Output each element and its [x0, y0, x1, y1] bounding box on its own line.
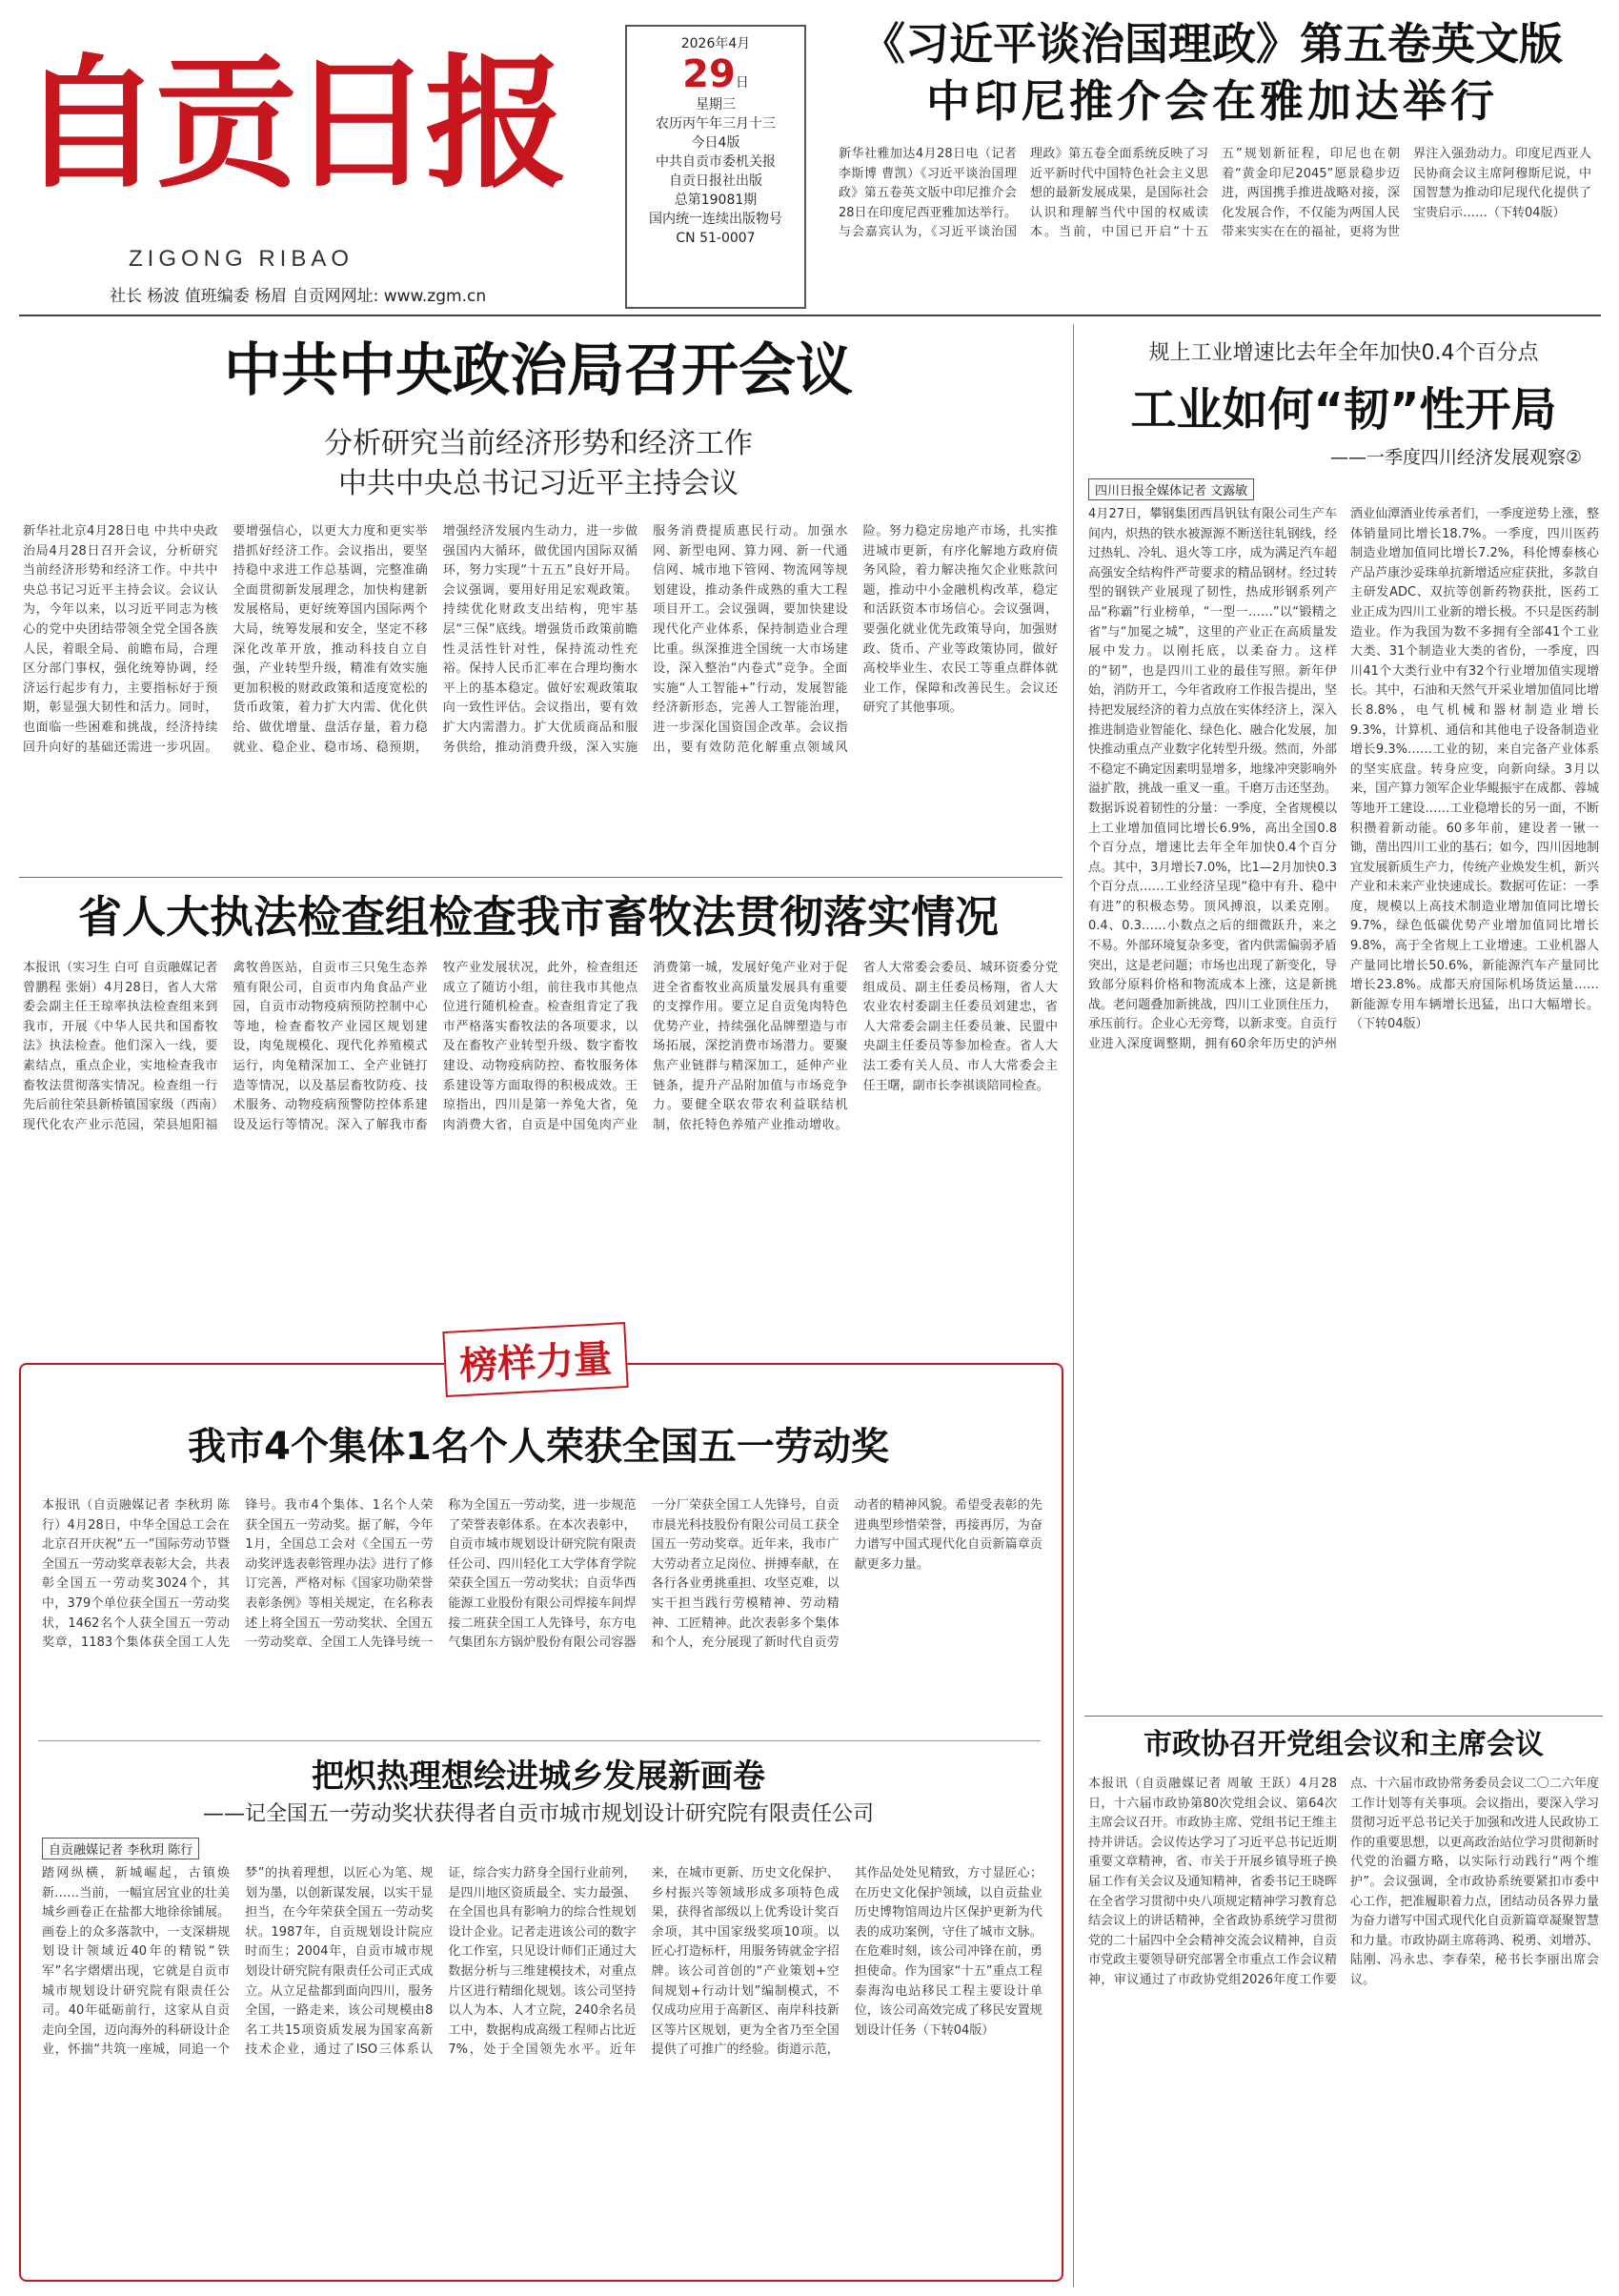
industry-headline: 工业如何“韧”性开局: [1130, 383, 1557, 437]
lead-body: 新华社雅加达4月28日电（记者 李斯博 曹凯）《习近平谈治国理政》第五卷英文版中印尼推介会28日在印度尼西亚雅加达举行。与会嘉宾认为，《习近平谈治国理政》第五卷全面系统反映了习近平新时代中国特色社会主义思想的最新发展成果，是国际社会认识和理解当代中国的权威读本。当前，中国已开启“十五五”规划新征程，印尼也在朝着“黄金印尼2045”愿景稳步迈进，两国携手推进战略对接，深化发展合作，不仅能为两国人民带来实实在在的福祉，更将为世界注入强劲动力。印度尼西亚人民协商会议主席阿穆斯尼说，中国智慧为推动印尼现代化提供了宝贵启示……（下转04版）: [839, 147, 1591, 240]
publisher-line2: 自贡日报社出版: [669, 173, 762, 189]
page-count: 今日4版: [691, 135, 740, 151]
labor-headline: 我市4个集体1名个人荣获全国五一劳动奖: [188, 1425, 889, 1469]
publisher-line1: 中共自贡市委机关报: [656, 154, 776, 170]
npc-headline: 省人大执法检查组检查我市畜牧法贯彻落实情况: [78, 891, 999, 943]
industry-byline-wrap: [1088, 478, 1254, 500]
divider: [19, 877, 1062, 878]
lead-headline: [831, 15, 1593, 130]
planning-byline: 自贡融媒记者 李秋玥 陈行: [42, 1838, 199, 1859]
issue-number: 总第19081期: [674, 193, 758, 208]
issn-label: 国内统一连续出版物号: [649, 212, 782, 227]
labor-badge: 榜样力量: [442, 1322, 628, 1397]
divider: [1084, 1716, 1603, 1717]
date-day-unit: 日: [735, 75, 749, 91]
lead-headline-line1: 《习近平谈治国理政》第五卷英文版: [861, 18, 1563, 70]
cppcc-headline: 市政协召开党组会议和主席会议: [1143, 1728, 1544, 1761]
date-lunar: 农历丙午年三月十三: [656, 116, 776, 132]
date-day: 29: [682, 52, 736, 96]
politburo-subtitle-1: 分析研究当前经济形势和经济工作: [324, 427, 753, 460]
divider: [38, 1740, 1041, 1741]
masthead-pinyin: ZIGONG RIBAO: [129, 246, 354, 272]
column-divider: [1073, 324, 1074, 2287]
date-info-box: [625, 25, 806, 309]
planning-byline-wrap: [42, 1838, 199, 1859]
planning-subtitle: ——记全国五一劳动奖状获得者自贡市城市规划设计研究院有限责任公司: [202, 1802, 874, 1826]
politburo-body: 新华社北京4月28日电 中共中央政治局4月28日召开会议，分析研究当前经济形势和经济工作。中共中央总书记习近平主持会议。会议认为，今年以来，以习近平同志为核心的党中央团结带领全党全国各族人民，着眼全局、前瞻布局，合理区分部门事权，强化统筹协调，经济运行起步有力，主要指标好于预期，彰显强大韧性和活力。同时，也面临一些困难和挑战，经济持续回升向好的基础还需进一步巩固。要增强信心，以更大力度和更实举措抓好经济工作。会议指出，要坚持稳中求进工作总基调，完整准确全面贯彻新发展理念，加快构建新发展格局，更好统筹国内国际两个大局，统筹发展和安全，坚定不移深化改革开放，推动科技自立自强，产业转型升级，精准有效实施更加积极的财政政策和适度宽松的货币政策，着力扩大内需、优化供给、做优增量、盘活存量，着力稳就业、稳企业、稳市场、稳预期，增强经济发展内生动力，进一步做强国内大循环，做优国内国际双循环，努力实现“十五五”良好开局。会议强调，要用好用足宏观政策。持续优化财政支出结构，兜牢基层“三保”底线。增强货币政策前瞻性灵活性针对性，保持流动性充裕。保持人民币汇率在合理均衡水平上的基本稳定。做好宏观政策取向一致性评估。会议指出，要有效扩大内需潜力。扩大优质商品和服务供给，推动消费升级，深入实施服务消费提质惠民行动。加强水网、新型电网、算力网、新一代通信网、城市地下管网、物流网等规划建设，推动条件成熟的重大工程项目开工。会议强调，要加快建设现代化产业体系，保持制造业合理比重。纵深推进全国统一大市场建设，深入整治“内卷式”竞争。全面实施“人工智能+”行动，发展智能经济新形态，完善人工智能治理，进一步深化国资国企改革。会议指出，要有效防范化解重点领域风险。努力稳定房地产市场，扎实推进城市更新，有序化解地方政府债务风险，着力解决拖欠企业账款问题，推动中小金融机构改革，稳定和活跃资本市场信心。会议强调，要强化就业优先政策导向，加强财政、货币、产业等政策协同，做好高校毕业生、农民工等重点群体就业工作，保障和改善民生。会议还研究了其他事项。: [23, 524, 1058, 755]
masthead-title: 自贡日报: [19, 40, 561, 208]
date-weekday: 星期三: [696, 97, 736, 112]
cn-number: CN 51-0007: [676, 231, 756, 246]
industry-body: 4月27日，攀钢集团西昌钒钛有限公司生产车间内，炽热的铁水被源源不断送往轧钢线，经过热轧、冷轧、退火等工序，成为满足汽车超高强安全结构件严苛要求的精品钢材。经过转型的钢铁产业展现了韧性，热成形钢系列产品“称霸”行业榜单，“一型一……”以“锻精之省”与“加冕之城”，这里的产业正在高质量发展中发力。以刚托底，以柔奋力。这样的“韧”，也是四川工业的最佳写照。新年伊始，消防开工，今年省政府工作报告提出，坚持把发展经济的着力点放在实体经济上，深入推进制造业智能化、绿色化、融合化发展，加快推动重点产业数字化转型升级。然而，外部不稳定不确定因素明显增多，地缘冲突影响外溢扩散，挑战一重叉一重。千磨万击还坚劲。数据诉说着韧性的分量：一季度，全省规模以上工业增加值同比增长6.9%，高出全国0.8个百分点，增速比去年全年加快0.4个百分点。其中，3月增长7.0%，比1—2月加快0.3个百分点……工业经济呈现“稳中有升、稳中有进”的积极态势。顶风搏浪，以柔克刚。0.4、0.3……小数点之后的细微跃升，来之不易。外部环境复杂多变，省内供需偏弱矛盾突出，这是老问题；市场也出现了新变化，导致部分原料价格和物流成本上涨，这是新挑战。老问题叠加新挑战，四川工业顶住压力，承压前行。企业心无旁骛，以新求变。自贡行业进入深度调整期，拥有60余年历史的泸州酒业仙潭酒业传承者们，一季度逆势上涨，整体销量同比增长18.7%。一季度，四川医药制造业增加值同比增长7.2%，科伦博泰核心产品芦康沙妥珠单抗新增适应症获批，多款自主研发ADC、双抗等创新药物获批，医药工业正成为四川工业新的增长极。不只是医药制造业。作为我国为数不多拥有全部41个工业大类、31个制造业大类的省份，一季度，四川41个大类行业中有32个行业增加值实现增长。其中，石油和天然气开采业增加值同比增长8.8%，电气机械和器材制造业增长9.3%，计算机、通信和其他电子设备制造业增长9.3%……工业的韧，来自完备产业体系的坚实底盘。转身应变，向新向绿。3月以来，国产算力领军企业华鲲振宇在成都、蓉城等地开工建设……工业稳增长的另一面，不断积攒着新动能。60多年前，建设者一锹一锄，凿出四川工业的基石；如今，四川因地制宜发展新质生产力，传统产业焕发生机，新兴产业和未来产业快速成长。数据可佐证：一季度，规模以上高技术制造业增加值同比增长9.7%，绿色低碳优势产业增加值同比增长9.8%，高于全省规上工业增速。工业机器人产量同比增长50.6%，新能源汽车产量同比增长23.8%。成都天府国际机场货运量……新能源专用车辆增长迅猛，出口大幅增长。（下转04版）: [1088, 507, 1599, 1052]
cppcc-body: 本报讯（自贡融媒记者 周敏 王跃）4月28日，十六届市政协第80次党组会议、第64次主席会议召开。市政协主席、党组书记王维主持并讲话。会议传达学习了习近平总书记近期重要文章精神，省、市关于开展乡镇导班子换届工作有关会议及通知精神，省委书记王晓晖在全省学习贯彻中央八项规定精神学习教育总结会议上的讲话精神，全省政协系统学习贯彻党的二十届四中全会精神交流会议精神，自贡市党政主要领导研究部署全市重点工作会议精神，审议通过了市政协党组2026年度工作要点、十六届市政协常务委员会议二〇二六年度工作计划等有关事项。会议指出，要深入学习贯彻习近平总书记关于加强和改进人民政协工作的重要思想，以更高政治站位学习贯彻新时代党的治疆方略，以实际行动践行“两个维护”。会议强调，全市政协系统要紧扣市委中心工作，把准履职着力点，团结动员各界力量为奋力谱写中国式现代化自贡新篇章凝聚智慧和力量。市政协副主席蒋鸿、税勇、刘增苏、陆刚、冯永忠、李春荣，秘书长李丽出席会议。: [1088, 1777, 1599, 1987]
industry-subtitle: ——一季度四川经济发展观察②: [1329, 447, 1582, 468]
npc-body: 本报讯（实习生 白可 自贡融媒记者 曾鹏程 张娟）4月28日，省人大常委会副主任王琼率执法检查组来到我市，开展《中华人民共和国畜牧法》执法检查。他们深入一线，要素结点，重点企业，实地检查我市畜牧法贯彻落实情况。检查组一行先后前往荣县新桥镇国家级（西南）现代化农产业示范园，荣县旭阳福禽牧兽医站，自贡市三只兔生态养殖有限公司，自贡市内角食品产业园，自贡市动物疫病预防控制中心等地，检查畜牧产业园区规划建设，肉兔规模化、现代化养殖模式运行，肉兔精深加工、全产业链打造等情况，以及基层畜牧防疫、技术服务、动物疫病预警防控体系建设及运行等情况。深入了解我市畜牧产业发展状况，此外，检查组还成立了随访小组，前往我市其他点位进行随机检查。检查组肯定了我市严格落实畜牧法的各项要求，以及在畜牧产业转型升级、数字畜牧建设、动物疫病防控、畜牧服务体系建设等方面取得的积极成效。王琼指出，四川是第一养兔大省，兔肉消费大省，自贡是中国兔肉产业消费第一城，发展好兔产业对于促进全省畜牧业高质量发展具有重要的支撑作用。要立足自贡兔肉特色优势产业，持续强化品牌塑造与市场拓展，深挖消费市场潜力。要聚焦产业链群与精深加工，延伸产业链条，提升产品附加值与市场竞争力。要健全联农带农利益联结机制，依托特色养殖产业推动增收。省人大常委会委员、城环资委分党组成员、副主任委员杨翔，省人大农业农村委副主任委员刘建忠，省人大常委会副主任委员兼、民盟中央副主任委员等参加检查。省人大法工委有关人员、市人大常委会主任王曙，副市长李祺谈陪同检查。: [23, 961, 1058, 1132]
politburo-subtitle-2: 中共中央总书记习近平主持会议: [338, 467, 739, 500]
lead-headline-line2: 中印尼推介会在雅加达举行: [926, 75, 1498, 127]
planning-headline: 把炽热理想绘进城乡发展新画卷: [312, 1758, 765, 1796]
planning-body: 踏网纵横，新城崛起，古镇焕新……当前，一幅宜居宜业的壮美城乡画卷正在盐都大地徐徐铺展。画卷上的众多落款中，一支深耕规划设计领域近40年的精锐“铁军”名字熠熠出现，它就是自贡市城市规划设计研究院有限责任公司。40年砥砺前行，这家从自贡走向全国，迈向海外的科研设计企业，怀揣“共筑一座城，同追一个梦”的执着理想，以匠心为笔、规划为墨，以创新谋发展，以实干显担当，在今年荣获全国五一劳动奖状。1987年，自贡规划设计院应时而生；2004年，自贡市城市规划设计研究院有限责任公司正式成立。从立足盐都到面向四川，服务全国，一路走来，该公司规模由8名工共15项资质发展为国家高新技术企业，通过了ISO三体系认证，综合实力跻身全国行业前列，是四川地区资质最全、实力最强、在全国也具有影响力的综合性规划设计企业。记者走进该公司的数字化工作室，只见设计师们正通过大数据分析与三维建模技术，对重点片区进行精细化规划。该公司坚持以人为本、人才立院，240余名员工中，数据构成高级工程师占比近7%，处于全国领先水平。近年来，在城市更新、历史文化保护、乡村振兴等领域形成多项特色成果，获得省部级以上优秀设计奖百余项，其中国家级奖项10项。以匠心打造标杆，用服务铸就金字招牌。该公司首创的“产业策划+空间规划+行动计划”编制模式，不仅成功应用于高新区、南岸科技新区等片区规划，更为全省乃至全国提供了可推广的经验。街道示范，其作品处处见精致，方寸显匠心；在历史文化保护领域，以自贡盐业历史博物馆周边片区保护更新为代表的成功案例，守住了城市文脉。在危难时刻，该公司冲锋在前，勇担使命。作为国家“十五”重点工程泰海沟电站移民工程主要设计单位，该公司高效完成了移民安置规划设计任务（下转04版）: [42, 1866, 1042, 2058]
masthead-staff-line: 社长 杨波 值班编委 杨眉 自贡网网址: www.zgm.cn: [110, 287, 487, 306]
date-year-month: 2026年4月: [680, 36, 751, 51]
industry-byline: 四川日报全媒体记者 文露敏: [1088, 478, 1254, 500]
politburo-headline: 中共中央政治局召开会议: [224, 337, 853, 404]
labor-body: 本报讯（自贡融媒记者 李秋玥 陈行）4月28日，中华全国总工会在北京召开庆祝“五一”国际劳动节暨全国五一劳动奖章表彰大会，共表彰全国五一劳动奖3024个，其中，379个单位获全国五一劳动奖状，1462名个人获全国五一劳动奖章，1183个集体获全国工人先锋号。我市4个集体、1名个人荣获全国五一劳动奖。据了解，今年1月，全国总工会对《全国五一劳动奖评选表彰管理办法》进行了修订完善，严格对标《国家功勋荣誉表彰条例》等相关规定，在名称表述上将全国五一劳动奖状、全国五一劳动奖章、全国工人先锋号统一称为全国五一劳动奖，进一步规范了荣誉表彰体系。在本次表彰中，自贡市城市规划设计研究院有限责任公司、四川轻化工大学体育学院荣获全国五一劳动奖状；自贡华西能源工业股份有限公司焊接车间焊接二班获全国工人先锋号，东方电气集团东方锅炉股份有限公司容器一分厂荣获全国工人先锋号，自贡市晨光科技股份有限公司员工获全国五一劳动奖章。近年来，我市广大劳动者立足岗位、拼搏奉献，在各行各业勇挑重担、攻坚克难，以实干担当践行劳模精神、劳动精神、工匠精神。此次表彰多个集体和个人，充分展现了新时代自贡劳动者的精神风貌。希望受表彰的先进典型珍惜荣誉，再接再厉，为奋力谱写中国式现代化自贡新篇章贡献更多力量。: [42, 1498, 1042, 1651]
masthead-divider: [19, 315, 1601, 316]
industry-kicker: 规上工业增速比去年全年加快0.4个百分点: [1148, 341, 1539, 365]
